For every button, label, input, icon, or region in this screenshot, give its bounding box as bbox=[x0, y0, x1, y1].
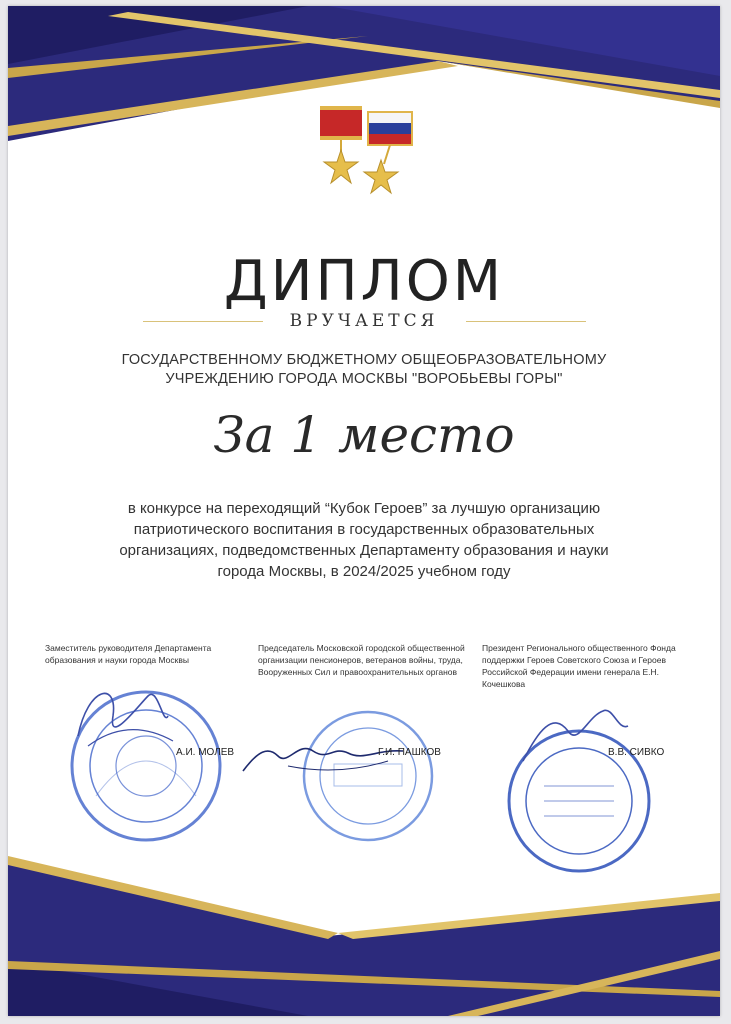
signatory-position: Президент Регионального общественного Фонда поддержки Героев Советского Союза и Героев Российской Федерации имени генерала Е.Н. Кочешкова bbox=[482, 643, 676, 689]
bottom-decoration bbox=[8, 841, 720, 1016]
signatory-position: Председатель Московской городской общественной организации пенсионеров, ветеранов войны, труда, Вооруженных Сил и правоохранительных органов bbox=[258, 643, 465, 677]
signatory-name: А.И. МОЛЕВ bbox=[176, 747, 235, 758]
hero-medals-icon bbox=[318, 98, 413, 218]
award-description: в конкурсе на переходящий “Кубок Героев” за лучшую организацию патриотического воспитания в государственных образовательных организациях, подведомственных Департаменту образования и науки города Москвы, в 2024/2025 учебном году bbox=[119, 500, 609, 580]
divider bbox=[466, 321, 586, 322]
diploma-sheet bbox=[8, 6, 720, 1016]
signature-scrawl bbox=[513, 701, 633, 771]
signatory-position: Заместитель руководителя Департамента образования и науки города Москвы bbox=[45, 643, 212, 665]
signature-scrawl bbox=[68, 676, 178, 756]
recipient-name: ГОСУДАРСТВЕННОМУ БЮДЖЕТНОМУ ОБЩЕОБРАЗОВАТЕЛЬНОМУ УЧРЕЖДЕНИЮ ГОРОДА МОСКВЫ "ВОРОБЬЕВЫ ГОРЫ" bbox=[121, 352, 607, 387]
diploma-title: ДИПЛОМ bbox=[223, 249, 505, 314]
signatory-name: В.В. СИВКО bbox=[608, 747, 665, 758]
diploma-subtitle: ВРУЧАЕТСЯ bbox=[289, 311, 439, 331]
award-place: За 1 место bbox=[213, 406, 515, 464]
signatory-name: Г.И. ПАШКОВ bbox=[378, 747, 441, 758]
subtitle-row bbox=[8, 311, 720, 333]
